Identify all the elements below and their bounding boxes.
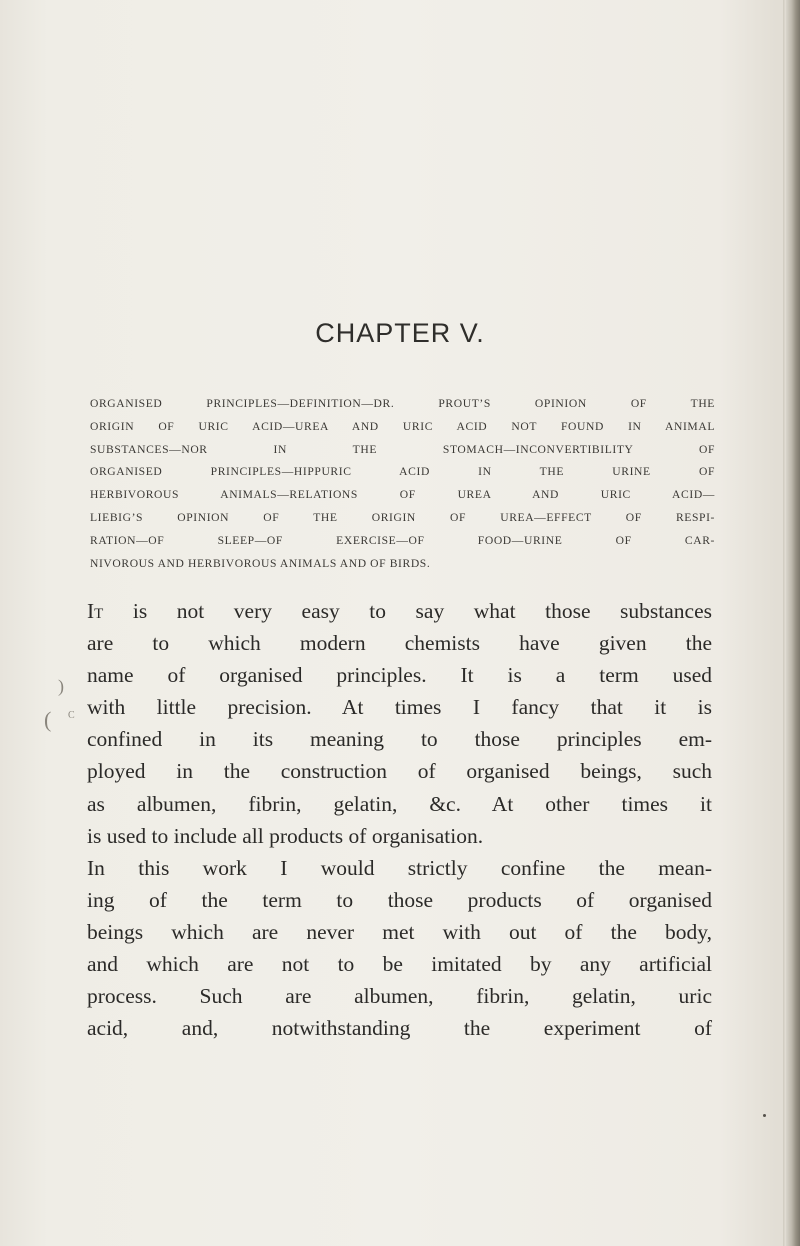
summary-line: ORGANISED PRINCIPLES—DEFINITION—DR. PROUT’S OPINION OF THE <box>90 397 715 410</box>
margin-pencil-mark: C <box>68 710 75 721</box>
summary-line: HERBIVOROUS ANIMALS—RELATIONS OF UREA AND URIC ACID— <box>90 488 715 502</box>
summary-line: SUBSTANCES—NOR IN THE STOMACH—INCONVERTIBILITY OF <box>90 442 715 456</box>
summary-line: LIEBIG’S OPINION OF THE ORIGIN OF UREA—EFFECT OF RESPI- <box>90 510 715 524</box>
body-line: ing of the term to those products of organised <box>87 887 712 912</box>
body-line: is used to include all products of organisation. <box>87 823 484 848</box>
body-line: In this work I would strictly confine the mean- <box>87 855 712 880</box>
margin-pencil-mark: ) <box>58 676 64 696</box>
body-line: are to which modern chemists have given the <box>87 631 712 656</box>
body-line: as albumen, fibrin, gelatin, &c. At other times it <box>87 791 712 816</box>
body-line: beings which are never met with out of the body, <box>87 919 712 944</box>
body-line <box>87 595 712 627</box>
book-spine-edge <box>786 0 800 1246</box>
body-line: and which are not to be imitated by any artificial <box>87 952 712 977</box>
opening-word: It <box>87 599 104 623</box>
summary-line: NIVOROUS AND HERBIVOROUS ANIMALS AND OF BIRDS. <box>90 556 431 570</box>
ink-speck <box>763 1114 766 1117</box>
body-line: name of organised principles. It is a term used <box>87 663 712 688</box>
body-line: confined in its meaning to those principles em- <box>87 727 712 752</box>
body-line: ployed in the construction of organised beings, such <box>87 759 712 784</box>
chapter-summary <box>90 393 715 575</box>
body-line: process. Such are albumen, fibrin, gelatin, uric <box>87 984 712 1009</box>
body-line: with little precision. At times I fancy that it is <box>87 695 712 720</box>
summary-line: ORGANISED PRINCIPLES—HIPPURIC ACID IN THE URINE OF <box>90 465 715 479</box>
opening-line-rest: is not very easy to say what those substances <box>103 599 712 623</box>
margin-pencil-mark: ( <box>44 707 52 732</box>
summary-line: ORIGIN OF URIC ACID—UREA AND URIC ACID NOT FOUND IN ANIMAL <box>90 419 715 433</box>
body-line: acid, and, notwithstanding the experiment of <box>87 1016 712 1041</box>
summary-line: RATION—OF SLEEP—OF EXERCISE—OF FOOD—URINE OF CAR- <box>90 533 715 547</box>
body-paragraphs <box>87 595 712 1044</box>
chapter-title: CHAPTER V. <box>315 318 485 348</box>
